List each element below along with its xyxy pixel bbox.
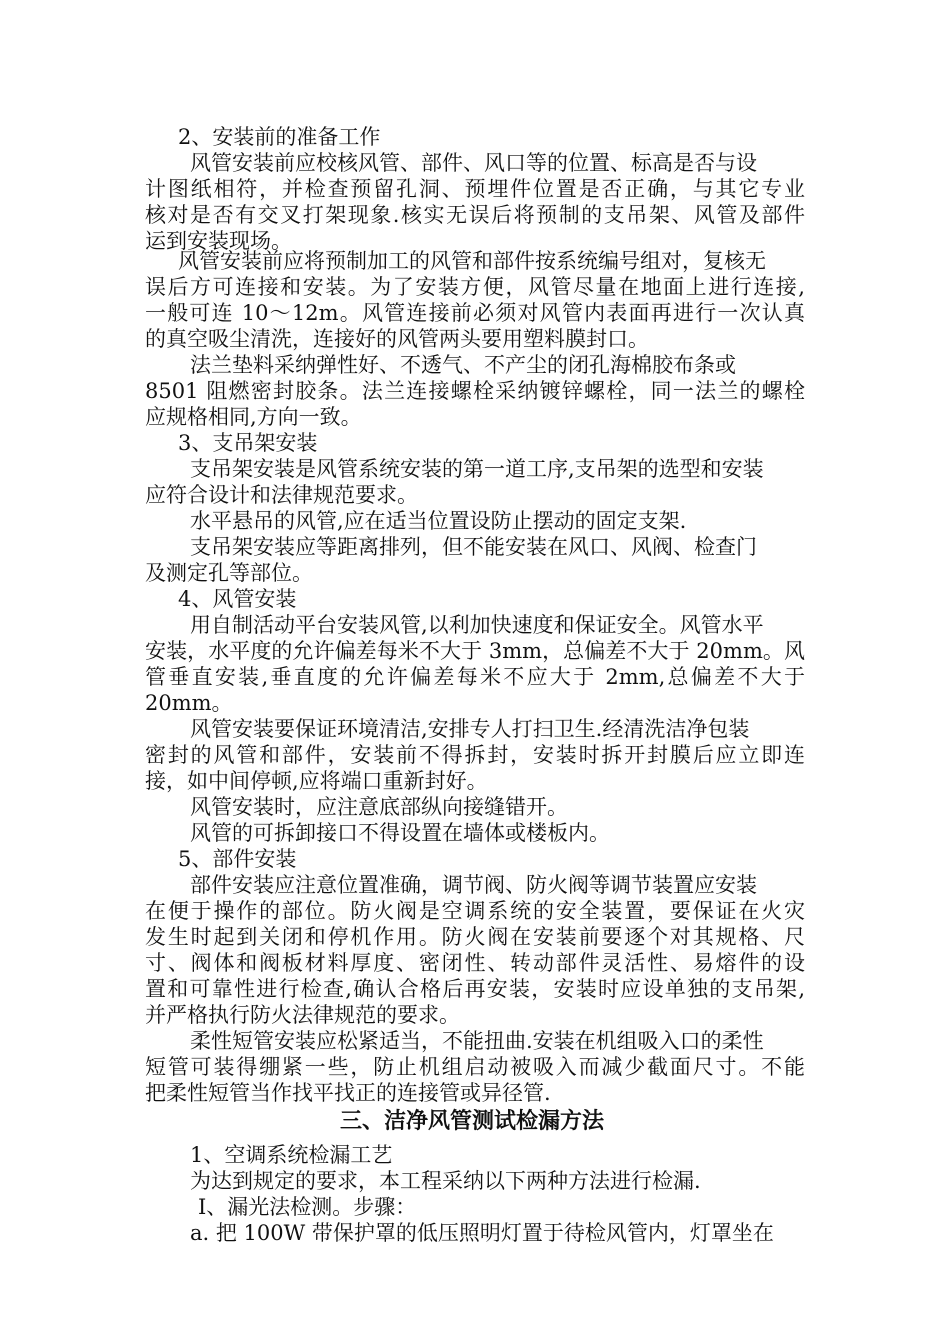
paragraph-line: 柔性短管安装应松紧适当，不能扭曲.安装在机组吸入口的柔性 bbox=[190, 1029, 764, 1053]
paragraph-line: 法兰垫料采纳弹性好、不透气、不产尘的闭孔海棉胶布条或 bbox=[190, 353, 736, 377]
paragraph-line: 支吊架安装应等距离排列，但不能安装在风口、风阀、检查门 bbox=[190, 535, 757, 559]
paragraph-line: 一般可连 10～12m。风管连接前必须对风管内表面再进行一次认真 bbox=[145, 301, 805, 325]
paragraph-line: 发生时起到关闭和停机作用。防火阀在安装前要逐个对其规格、尺 bbox=[145, 925, 805, 949]
paragraph-line: 并严格执行防火法律规范的要求。 bbox=[145, 1003, 460, 1027]
heading-section-5: 5、部件安装 bbox=[178, 847, 297, 871]
paragraph-line: 风管安装前应将预制加工的风管和部件按系统编号组对，复核无 bbox=[178, 249, 766, 273]
paragraph-line: 风管安装时，应注意底部纵向接缝错开。 bbox=[190, 795, 568, 819]
paragraph-line: 运到安装现场。 bbox=[145, 229, 292, 253]
heading-section-2: 2、安装前的准备工作 bbox=[178, 125, 381, 149]
paragraph-line: 风管的可拆卸接口不得设置在墙体或楼板内。 bbox=[190, 821, 610, 845]
paragraph-line: Ⅰ、漏光法检测。步骤： bbox=[198, 1195, 417, 1219]
paragraph-line: 核对是否有交叉打架现象.核实无误后将预制的支吊架、风管及部件 bbox=[145, 203, 805, 227]
paragraph-line: 密封的风管和部件，安装前不得拆封，安装时拆开封膜后应立即连 bbox=[145, 743, 805, 767]
paragraph-line: 在便于操作的部位。防火阀是空调系统的安全装置，要保证在火灾 bbox=[145, 899, 805, 923]
paragraph-line: 支吊架安装是风管系统安装的第一道工序,支吊架的选型和安装 bbox=[190, 457, 764, 481]
paragraph-line: 寸、阀体和阀板材料厚度、密闭性、转动部件灵活性、易熔件的设 bbox=[145, 951, 805, 975]
paragraph-line: 8501 阻燃密封胶条。法兰连接螺栓采纳镀锌螺栓，同一法兰的螺栓 bbox=[145, 379, 805, 403]
heading-section-4: 4、风管安装 bbox=[178, 587, 297, 611]
paragraph-line: 20mm。 bbox=[145, 691, 233, 715]
paragraph-line: 接，如中间停顿,应将端口重新封好。 bbox=[145, 769, 488, 793]
heading-section-3: 3、支吊架安装 bbox=[178, 431, 318, 455]
paragraph-line: 把柔性短管当作找平找正的连接管或异径管. bbox=[145, 1081, 551, 1105]
paragraph-line: 及测定孔等部位。 bbox=[145, 561, 313, 585]
paragraph-line: 风管安装前应校核风管、部件、风口等的位置、标高是否与设 bbox=[190, 151, 757, 175]
paragraph-line: 为达到规定的要求，本工程采纳以下两种方法进行检漏. bbox=[190, 1169, 701, 1193]
paragraph-line: 管垂直安装,垂直度的允许偏差每米不应大于 2mm,总偏差不大于 bbox=[145, 665, 805, 689]
paragraph-line: 的真空吸尘清洗，连接好的风管两头要用塑料膜封口。 bbox=[145, 327, 649, 351]
paragraph-line: 误后方可连接和安装。为了安装方便，风管尽量在地面上进行连接, bbox=[145, 275, 805, 299]
paragraph-line: 应符合设计和法律规范要求。 bbox=[145, 483, 418, 507]
paragraph-line: 短管可装得绷紧一些，防止机组启动被吸入而减少截面尺寸。不能 bbox=[145, 1055, 805, 1079]
paragraph-line: 部件安装应注意位置准确，调节阀、防火阀等调节装置应安装 bbox=[190, 873, 757, 897]
chapter-heading: 三、洁净风管测试检漏方法 bbox=[340, 1108, 605, 1134]
paragraph-line: 计图纸相符，并检查预留孔洞、预埋件位置是否正确，与其它专业 bbox=[145, 177, 805, 201]
paragraph-line: 应规格相同,方向一致。 bbox=[145, 405, 362, 429]
paragraph-line: a. 把 100W 带保护罩的低压照明灯置于待检风管内，灯罩坐在 bbox=[190, 1221, 774, 1245]
heading-subsection-1: 1、空调系统检漏工艺 bbox=[190, 1143, 393, 1167]
paragraph-line: 水平悬吊的风管,应在适当位置设防止摆动的固定支架. bbox=[190, 509, 687, 533]
paragraph-line: 置和可靠性进行检查,确认合格后再安装，安装时应设单独的支吊架, bbox=[145, 977, 805, 1001]
paragraph-line: 风管安装要保证环境清洁,安排专人打扫卫生.经清洗洁净包装 bbox=[190, 717, 750, 741]
paragraph-line: 安装，水平度的允许偏差每米不大于 3mm，总偏差不大于 20mm。风 bbox=[145, 639, 805, 663]
paragraph-line: 用自制活动平台安装风管,以利加快速度和保证安全。风管水平 bbox=[190, 613, 764, 637]
